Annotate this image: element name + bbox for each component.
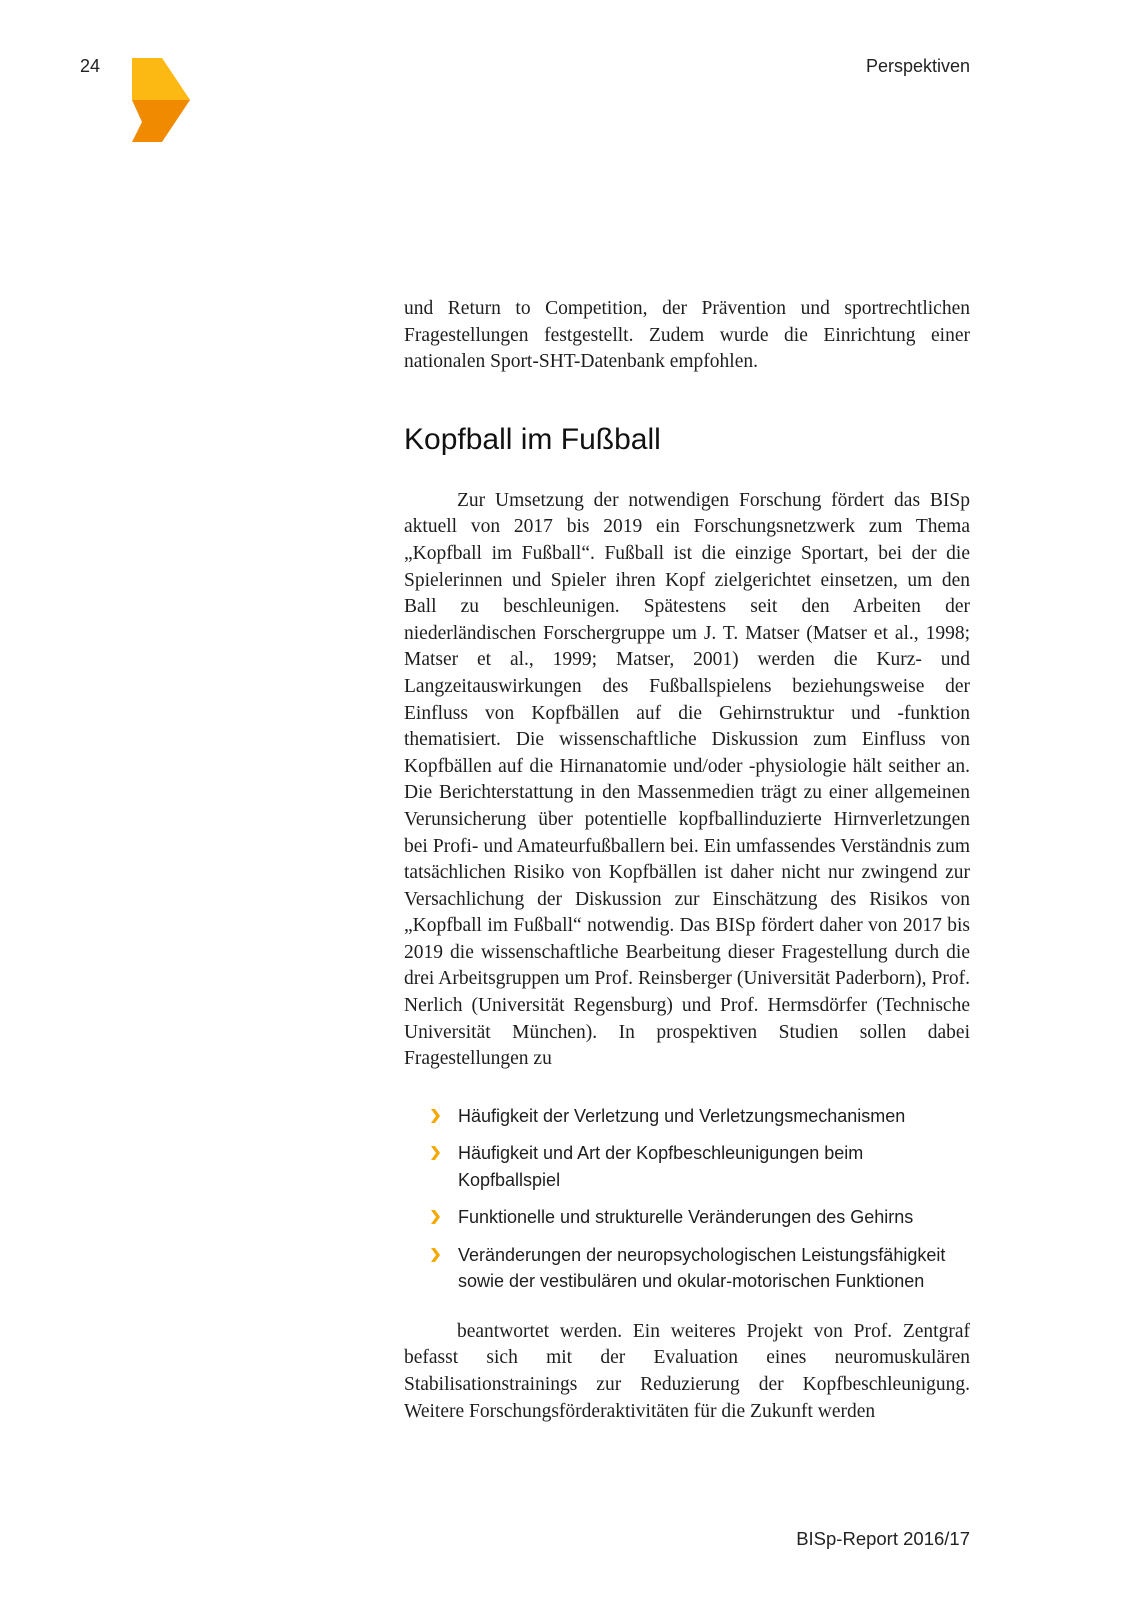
- bullet-list: [404, 1103, 970, 1295]
- chevron-right-icon: [431, 1248, 440, 1262]
- bullet-text: Häufigkeit der Verletzung und Verletzungsmechanismen: [458, 1105, 906, 1126]
- footer-report-title: BISp-Report 2016/17: [796, 1528, 970, 1549]
- chevron-right-icon: [431, 1210, 440, 1224]
- section-title: Perspektiven: [865, 56, 970, 76]
- page-number: 24: [80, 56, 101, 76]
- bullet-text: Funktionelle und strukturelle Veränderungen des Gehirns: [458, 1207, 914, 1228]
- bullet-item: [458, 1140, 970, 1193]
- chevron-logo-icon: [132, 58, 190, 142]
- bullet-item: [458, 1103, 970, 1130]
- chevron-right-icon: [431, 1109, 440, 1123]
- main-text-column: [404, 296, 970, 1425]
- bullet-text: Veränderungen der neuropsychologischen Leistungsfähigkeit sowie der vestibulären und okular-motorischen Funktionen: [458, 1244, 946, 1292]
- bullet-text: Häufigkeit und Art der Kopfbeschleunigungen beim Kopfballspiel: [458, 1143, 864, 1190]
- body-paragraph: Zur Umsetzung der notwendigen Forschung fördert das BISp aktuell von 2017 bis 2019 ein Forschungsnetzwerk zum Thema „Kopfball im Fußball“. Fußball ist die einzige Sportart, bei der die Spielerinnen und Spieler ihren Kopf zielgerichtet einsetzen, um den Ball zu beschleunigen. Spätestens seit den Arbeiten der niederländischen Forschergruppe um J. T. Matser (Matser et al., 1998; Matser et al., 1999; Matser, 2001) werden die Kurz- und Langzeitauswirkungen des Fußballspielens beziehungsweise der Einfluss von Kopfbällen auf die Gehirnstruktur und -funktion thematisiert. Die wissenschaftliche Diskussion zum Einfluss von Kopfbällen auf die Hirnanatomie und/oder -physiologie hält seither an. Die Berichterstattung in den Massenmedien trägt zu einer allgemeinen Verunsicherung über potentielle kopfballinduzierte Hirnverletzungen bei Profi- und Amateurfußballern bei. Ein umfassendes Verständnis zum tatsächlichen Risiko von Kopfbällen ist daher nicht nur zwingend zur Versachlichung der Diskussion zur Einschätzung des Risikos von „Kopfball im Fußball“ notwendig. Das BISp fördert daher von 2017 bis 2019 die wissenschaftliche Bearbeitung dieser Fragestellung durch die drei Arbeitsgruppen um Prof. Reinsberger (Universität Paderborn), Prof. Nerlich (Universität Regensburg) und Prof. Hermsdörfer (Technische Universität München). In prospektiven Studien sollen dabei Fragestellungen zu: [404, 489, 970, 1070]
- chevron-right-icon: [431, 1146, 440, 1160]
- bullet-item: [458, 1204, 970, 1231]
- logo-lower-part: [132, 100, 190, 142]
- bullet-item: [458, 1242, 970, 1295]
- closing-paragraph: beantwortet werden. Ein weiteres Projekt von Prof. Zentgraf befasst sich mit der Evaluation eines neuromuskulären Stabilisationstrainings zur Reduzierung der Kopfbeschleunigung. Weitere Forschungsförderaktivitäten für die Zukunft werden: [404, 1320, 970, 1422]
- intro-paragraph: und Return to Competition, der Prävention und sportrechtlichen Fragestellungen festgestellt. Zudem wurde die Einrichtung einer nationalen Sport-SHT-Datenbank empfohlen.: [404, 298, 970, 373]
- section-heading: Kopfball im Fußball: [404, 422, 661, 456]
